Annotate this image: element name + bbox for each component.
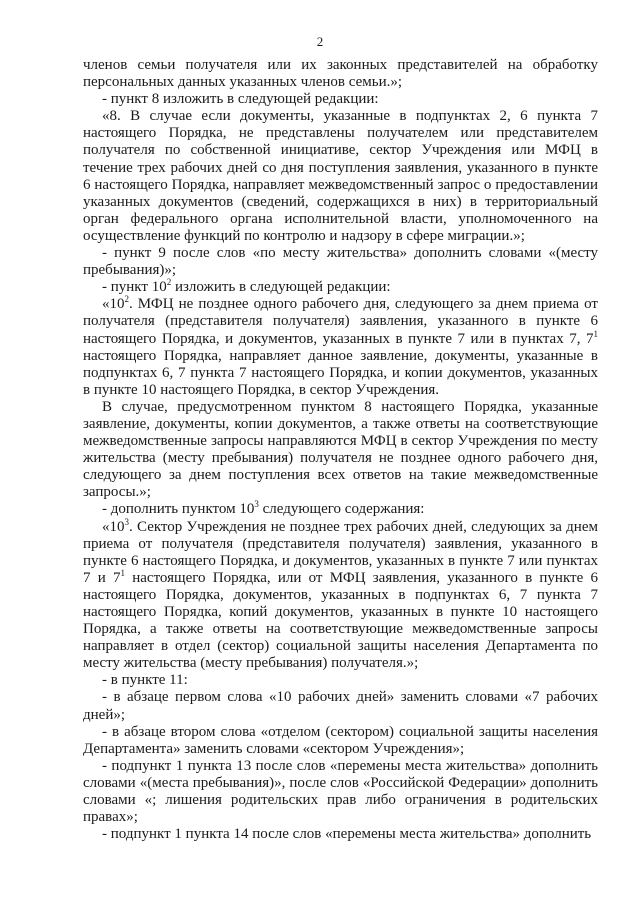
paragraph: В случае, предусмотренном пунктом 8 настоящего Порядка, указанные заявление, документы, копии документов, а также ответы на соответствующие межведомственные запросы направляются МФЦ в сектор Учреждения по месту жительства (месту пребывания) получателя не позднее одного рабочего дня, следующего за днем поступления всех ответов на такие межведомственные запросы.»; (83, 398, 598, 501)
text-run: следующего содержания: (258, 501, 425, 518)
superscript: 3 (254, 499, 259, 510)
paragraph: «8. В случае если документы, указанные в подпунктах 2, 6 пункта 7 настоящего Порядка, не представлены получателем или представителем получателя по собственной инициативе, сектор Учреждения или МФЦ в течение трех рабочих дней со дня поступления заявления, указанного в пункте 6 настоящего Порядка, направляет межведомственный запрос о предоставлении указанных документов (сведений, содержащихся в них) в территориальный орган федерального органа исполнительной власти, уполномоченного на осуществление функций по контролю и надзору в сфере миграции.»; (83, 108, 598, 244)
paragraph: - в пункте 11: (102, 672, 188, 689)
paragraph: - в абзаце втором слова «отделом (сектором) социальной защиты населения Департамента» заменить словами «сектором Учреждения»; (83, 723, 598, 757)
paragraph: - подпункт 1 пункта 13 после слов «перемены места жительства» дополнить словами «(места пребывания)», после слов «Российской Федерации» дополнить словами «; лишения родительских прав либо ограничения в родительских правах»; (83, 757, 598, 826)
paragraph: - пункт 8 изложить в следующей редакции: (102, 91, 379, 108)
paragraph: - подпункт 1 пункта 14 после слов «перемены места жительства» дополнить (102, 826, 592, 843)
superscript: 1 (120, 567, 125, 578)
text-run: изложить в следующей редакции: (171, 279, 391, 296)
text-run: - дополнить пунктом 10 (102, 501, 255, 518)
paragraph (83, 516, 598, 673)
paragraph: - пункт 9 после слов «по месту жительства» дополнить словами «(месту пребывания)»; (83, 245, 598, 279)
superscript: 2 (166, 277, 172, 288)
text-run: . Сектор Учреждения не позднее трех рабочих дней, следующих за днем приема от получателя (представителя получателя) заявления, указанного в пункте 6 настоящего Порядка, и документов, указанных в пункте 7 или пунктах 7 и 7 (83, 518, 598, 586)
superscript: 2 (124, 294, 129, 305)
paragraph (83, 501, 598, 518)
superscript: 3 (124, 516, 129, 527)
text-run: настоящего Порядка, направляет данное заявление, документы, указанные в подпунктах 6, 7 пункта 7 настоящего Порядка, и копии документов, указанных в пункте 10 настоящего Порядка, в сектор Учреждения. (83, 347, 598, 398)
paragraph: - в абзаце первом слова «10 рабочих дней» заменить словами «7 рабочих дней»; (83, 689, 598, 723)
superscript: 1 (593, 328, 598, 339)
text-run: «10 (102, 518, 125, 535)
paragraph: членов семьи получателя или их законных представителей на обработку персональных данных указанных членов семьи.»; (83, 57, 598, 91)
page-number: 2 (316, 34, 324, 49)
text-run: настоящего Порядка, или от МФЦ заявления, указанного в пункте 6 настоящего Порядка, документов, указанных в подпунктах 6, 7 пункта 7 настоящего Порядка, копий документов, указанных в пункте 10 настоящего Порядка, а также ответы на соответствующие межведомственные запросы направляет в отдел (сектор) социальной защиты населения Департамента по месту жительства (месту пребывания) получателя.»; (83, 569, 598, 672)
document-body (83, 57, 598, 843)
text-run: - пункт 10 (102, 279, 167, 296)
paragraph (83, 279, 598, 296)
paragraph (83, 296, 598, 399)
text-run: «10 (102, 296, 125, 313)
text-run: . МФЦ не позднее одного рабочего дня, следующего за днем приема от получателя (представителя получателя) заявления, указанного в пункте 6 настоящего Порядка, и документов, указанных в пункте 7 или в пунктах 7, 7 (83, 296, 598, 347)
